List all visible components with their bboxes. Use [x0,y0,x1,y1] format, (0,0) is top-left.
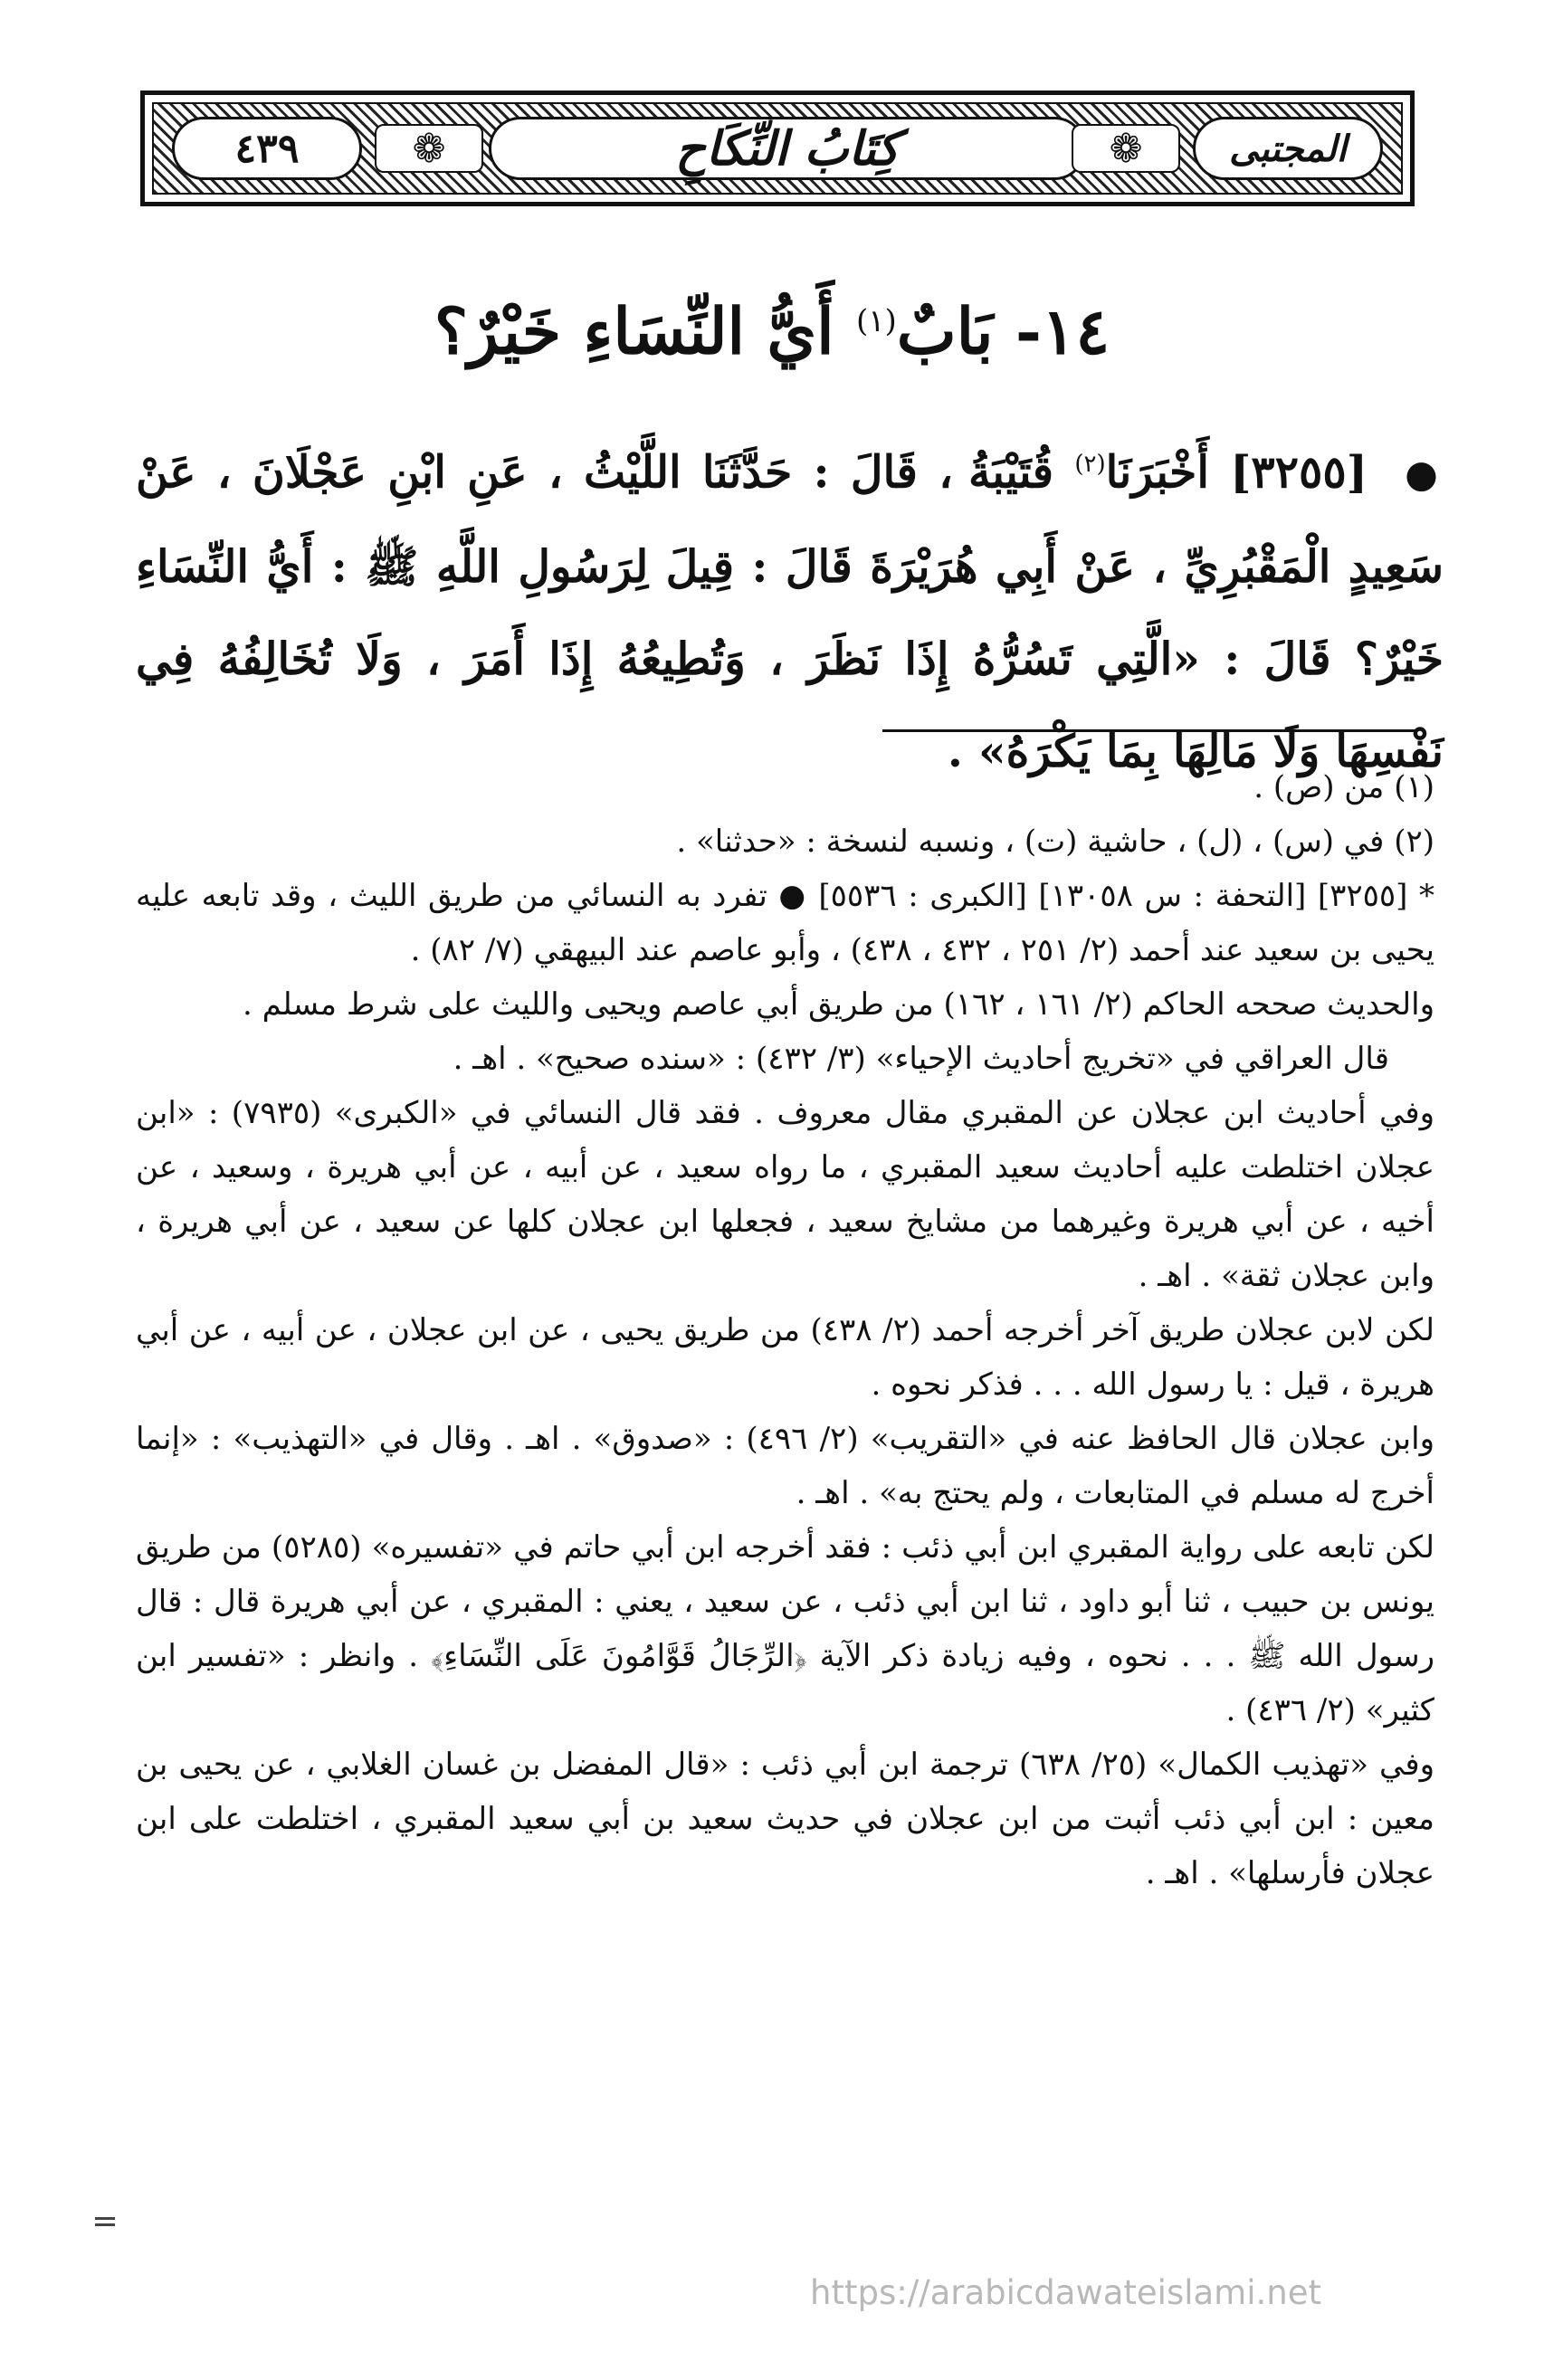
book-title-cartouche [489,117,1086,180]
series-title-cartouche [1193,117,1383,180]
commentary-paragraph: لكن تابعه على رواية المقبري ابن أبي ذئب : فقد أخرجه ابن أبي حاتم في «تفسيره» (٥٢٨٥) من طريق يونس بن حبيب ، ثنا أبو داود ، ثنا ابن أبي ذئب ، عن سعيد ، يعني : المقبري ، عن أبي هريرة قال : قال رسول الله ﷺ . . . نحوه ، وفيه زيادة ذكر الآية ﴿الرِّجَالُ قَوَّامُونَ عَلَى النِّسَاءِ﴾ . وانظر : «تفسير ابن كثير» (٢/ ٤٣٦) . [136,1529,1434,1728]
commentary-paragraph: وفي أحاديث ابن عجلان عن المقبري مقال معروف . فقد قال النسائي في «الكبرى» (٧٩٣٥) : «ابن عجلان اختلطت عليه أحاديث سعيد المقبري ، ما رواه سعيد ، عن أبيه ، عن أبي هريرة ، وسعيد ، عن أخيه ، عن أبي هريرة وغيرهما من مشايخ سعيد ، فجعلها ابن عجلان كلها عن سعيد ، عن أبي هريرة ، وابن عجلان ثقة» . اهـ . [136,1095,1434,1294]
margin-mark [95,2223,115,2226]
flower-ornament-icon: ❁ [375,124,483,173]
footnote-marker: (١) [855,303,897,339]
flower-ornament-icon: ❁ [1072,124,1180,173]
watermark-url: https://arabicdawateislami.net [810,2273,1321,2312]
hadith-text-block [136,418,1444,797]
footnote-1: (١) من (ص) . [1253,769,1434,805]
commentary-paragraph: وابن عجلان قال الحافظ عنه في «التقريب» (٢/ ٤٩٦) : «صدوق» . اهـ . وقال في «التهذيب» : «إنما أخرج له مسلم في المتابعات ، ولم يحتج به» . اهـ . [136,1421,1434,1511]
book-title: كِتَابُ النِّكَاحِ [675,120,900,176]
commentary-paragraph: وفي «تهذيب الكمال» (٢٥/ ٦٣٨) ترجمة ابن أبي ذئب : «قال المفضل بن غسان الغلابي ، عن يحيى بن معين : ابن أبي ذئب أثبت من ابن عجلان في حديث سعيد بن أبي سعيد المقبري ، اختلطت على ابن عجلان فأرسلها» . اهـ . [136,1747,1434,1891]
page-header-frame [140,90,1415,206]
page-number-cartouche [172,117,362,180]
commentary-paragraph: قال العراقي في «تخريج أحاديث الإحياء» (٣/ ٤٣٢) : «سنده صحيح» . اهـ . [453,1041,1389,1077]
page-number: ٤٣٩ [234,125,300,172]
footnotes-section [136,760,1434,1900]
header-ornamental-border [152,102,1403,195]
hadith-akhbarana: أَخْبَرَنَا [1105,445,1209,499]
hadith-body: قُتَيْبَةُ ، قَالَ : حَدَّثَنَا اللَّيْثُ ، عَنِ ابْنِ عَجْلَانَ ، عَنْ سَعِيدٍ الْمَقْبُرِيِّ ، عَنْ أَبِي هُرَيْرَةَ قَالَ : قِيلَ لِرَسُولِ اللَّهِ ﷺ : أَيُّ النِّسَاءِ خَيْرٌ؟ قَالَ : «الَّتِي تَسُرُّهُ إِذَا نَظَرَ ، وَتُطِيعُهُ إِذَا أَمَرَ ، وَلَا تُخَالِفُهُ فِي نَفْسِهَا وَلَا مَالِهَا بِمَا يَكْرَهُ» . [136,445,1444,778]
footnote-divider [882,729,1416,732]
series-title: المجتبى [1229,127,1347,170]
margin-mark [95,2217,115,2220]
chapter-number: ١٤- بَابٌ [896,293,1110,369]
chapter-heading [181,271,1363,371]
commentary-paragraph: لكن لابن عجلان طريق آخر أخرجه أحمد (٢/ ٤٣٨) من طريق يحيى ، عن ابن عجلان ، عن أبيه ، عن أبي هريرة ، قيل : يا رسول الله . . . فذكر نحوه . [136,1312,1435,1403]
commentary-paragraph: والحديث صححه الحاكم (٢/ ١٦١ ، ١٦٢) من طريق أبي عاصم ويحيى والليث على شرط مسلم . [242,986,1434,1023]
footnote-2: (٢) في (س) ، (ل) ، حاشية (ت) ، ونسبه لنسخة : «حدثنا» . [676,823,1434,860]
bullet-icon: ● [1405,452,1444,497]
chapter-title-text: أَيُّ النِّسَاءِ خَيْرٌ؟ [434,293,834,369]
commentary-lead: * [٣٢٥٥] [التحفة : س ١٣٠٥٨] [الكبرى : ٥٥٣٦] ● تفرد به النسائي من طريق الليث ، وقد تابعه عليه يحيى بن سعيد عند أحمد (٢/ ٢٥١ ، ٤٣٢ ، ٤٣٨) ، وأبو عاصم عند البيهقي (٧/ ٨٢) . [136,878,1434,968]
footnote-marker: (٢) [1074,451,1106,478]
hadith-number: [٣٢٥٥] [1230,445,1368,499]
